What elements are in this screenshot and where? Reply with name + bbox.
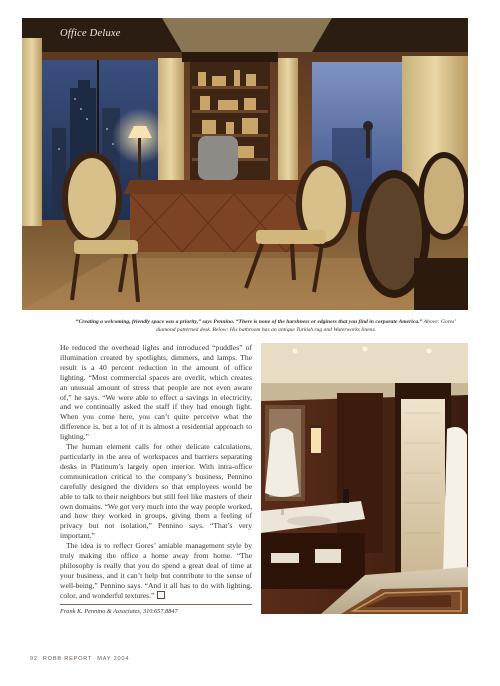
section-tag: Office Deluxe (60, 28, 121, 39)
paragraph-3 (60, 541, 252, 600)
issue-date: MAY 2004 (97, 656, 130, 662)
paragraph-1: He reduced the overhead lights and introduced “puddles” of illumination created by spotlights, dimmers, and lamps. The result is a 40 percent reduction in the amount of office lighting. “Most commercial spaces are overlit, which creates an unusual amount of stress that people are not even aware of,” he says. “We were able to effect a savings in electricity, and we continually asked the staff if they had enough light. When you come here, you can’t quite perceive what the difference is, but a lot of it is almost a residential approach to lighting.” (60, 343, 252, 442)
magazine-name: ROBB REPORT (42, 656, 93, 662)
office-photo-illustration (22, 18, 468, 310)
bathroom-photo (261, 343, 468, 614)
page-number: 92 (30, 656, 38, 662)
credit-divider (60, 604, 252, 605)
article-body (60, 343, 252, 601)
designer-credit: Frank K. Pennino & Associates, 310.657.8847 (60, 608, 178, 615)
bathroom-photo-illustration (261, 343, 468, 614)
photo-caption (66, 318, 466, 334)
caption-quote: “Creating a welcoming, friendly space was a priority,” says Pennino. “There is none of the harshness or edginess that you find in corporate America.” (75, 319, 423, 325)
page-folio (30, 656, 134, 662)
paragraph-3-text: The idea is to reflect Gores’ amiable management style by truly making the office a home away from home. “The philosophy is really that you do spend a great deal of time at your business, and it can’t help but contribute to the sense of well-being,” Pennino says. “And it all has to do with lighting, color, and wonderful textures.” (60, 541, 252, 600)
office-interior-photo (22, 18, 468, 310)
caption-rest: Above: Gores’ diamond patterned desk. Below: His bathroom has an antique Turkish rug and Waterworks linens. (155, 319, 457, 334)
end-mark-icon (157, 591, 165, 599)
paragraph-2: The human element calls for other delicate calculations, particularly in the area of workspaces and barriers separating desks in Platinum’s largely open interior. With intra-office communication critical to the company’s business, Pennino carefully designed the dividers so that employees would be able to talk to their neighbors but still feel like masters of their own domains. “We got very much into the way people worked, and how they worked in groups, giving them a feeling of privacy but not isolation,” Pennino says. “That’s very important.” (60, 442, 252, 541)
